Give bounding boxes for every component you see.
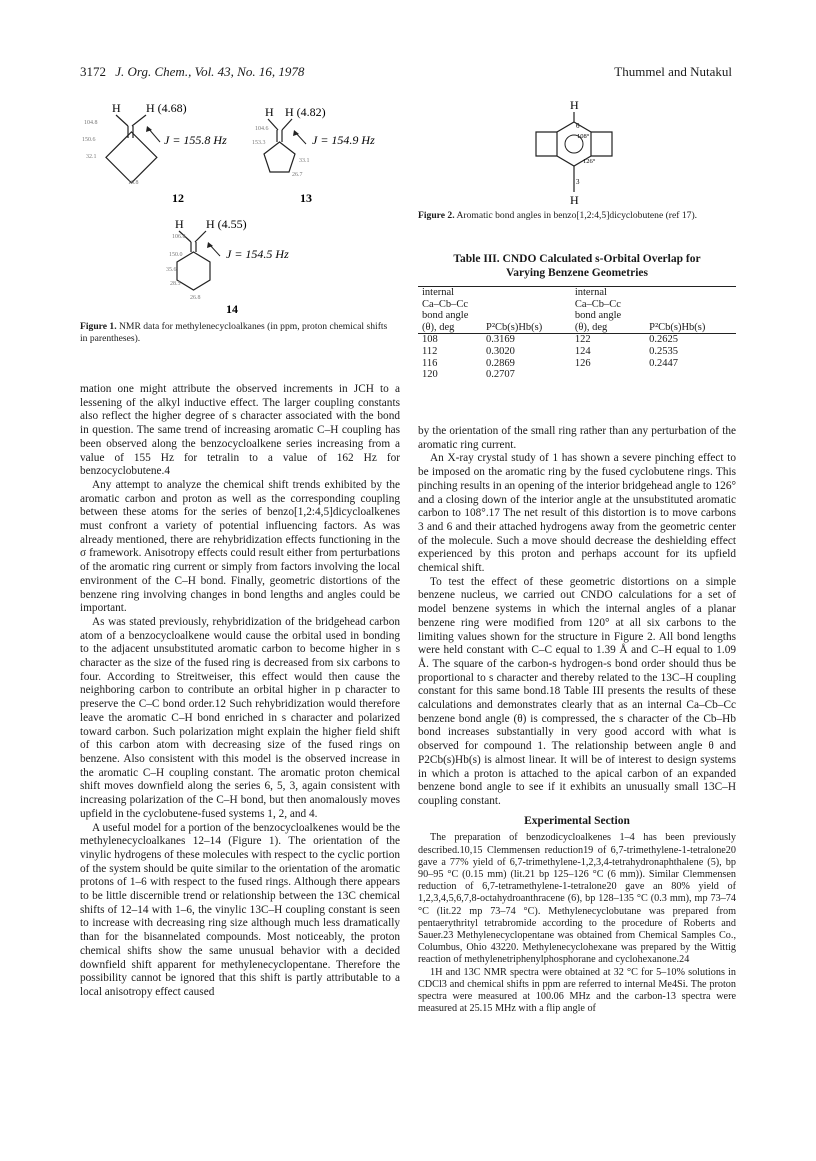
experimental-heading: Experimental Section [524,814,630,827]
paragraph: mation one might attribute the observed increments in JCH to a lessening of the alkyl inductive effect. The larger coupling constants also reflect the higher degree of s character associated with the bond in question. The same trend of increasing aromatic C–H coupling has been observed along the benzocycloalkene series increasing from a value of 155 Hz for tetralin to a value of 162 Hz for benzocyclobutene.4 [80,383,400,478]
table-row [418,369,736,381]
table3-title [418,253,736,280]
svg-text:150.0: 150.0 [169,252,183,258]
table-header-row [418,310,736,322]
table-cell: 0.2707 [486,369,515,381]
table-header-row [418,299,736,311]
svg-text:H: H [265,105,274,119]
table-cell: 0.2625 [649,334,679,346]
svg-text:H (4.82): H (4.82) [285,105,326,119]
journal-citation: J. Org. Chem., Vol. 43, No. 16, 1978 [115,64,305,79]
left-column-text [80,383,400,1000]
svg-text:12: 12 [172,191,184,205]
table-header-row [418,322,736,334]
figure2-caption [418,210,736,222]
figure2-label: Figure 2. [418,210,455,221]
molecule-13 [252,105,375,205]
table-cell [647,369,736,381]
running-header-authors: Thummel and Nutakul [614,64,732,79]
paragraph: To test the effect of these geometric distortions on a simple benzene nucleus, we carried out CNDO calculations for a set of model benzene systems in which the internal angles of a planar benzene ring were modified from 120° at all six carbons to the limiting values shown for the structure in Figure 2. All bond lengths were held constant with C–C equal to 1.39 Å and C–H equal to 1.09 Å. The square of the carbon-s hydrogen-s bond order should thus be proportional to s character and thereby related to the 13C–H coupling constant for this same bond.18 Table III presents the results of these calculations and demonstrates clearly that as an internal Ca–Cb–Cc benzene bond angle (θ) is compressed, the s character of the Cb–Hb bond increases substantially in very good accord with what is observed for compound 1. The relationship between angle θ and P2Cb(s)Hb(s) is almost linear. It will be of interest to design systems in which a proton is attached to the apical carbon of an expanded benzene bond angle to see if it exhibits an unusually small 13C–H coupling constant. [418,575,736,807]
figure2-caption-text: Aromatic bond angles in benzo[1,2:4,5]dicyclobutene (ref 17). [454,210,698,221]
svg-text:26.8: 26.8 [190,295,201,301]
svg-text:H: H [112,101,121,115]
svg-text:H: H [570,98,579,112]
paragraph: 1H and 13C NMR spectra were obtained at 32 °C for 5–10% solutions in CDCl3 and chemical shifts in ppm are referred to internal Me4Si. The proton spectra were measured at 100.06 MHz and the carbon-13 spectra were measured at 25.15 MHz with a flip angle of [418,966,736,1015]
paragraph: The preparation of benzodicycloalkenes 1–4 has been previously described.10,15 Clemmensen reduction19 of 6,7-trimethylene-1-tetralone20 gave a 77% yield of 6,7-trimethylene-1,2,3,4-tetrahydronaphthalene (5), bp 90–95 °C (0.15 mm) (lit.21 bp 125–126 °C (6 mm)). Similar Clemmensen reduction of 6,7-tetramethylene-1-tetralone20 gave an 80% yield of 1,2,3,4,5,6,7,8-octahydroanthracene (6), bp 128–135 °C (0.3 mm), mp 73–74 °C (lit.22 mp 73–74 °C). Methylenecyclobutane was prepared from pentaerythrityl tetrabromide according to the procedure of Roberts and Sauer.23 Methylenecyclopentane was obtained from Chemical Samples Co., Columbus, Ohio 43220. Methylenecyclohexane was prepared by the Wittig reaction of methylenetriphenylphosphorane and cyclohexanone.24 [418,832,736,966]
col-header-p2: P²Cb(s)Hb(s) [484,322,573,334]
paragraph: by the orientation of the small ring rather than any perturbation of the aromatic ring current. [418,425,736,451]
col-header-theta: (θ), deg [418,322,484,334]
col-header-p2: P²Cb(s)Hb(s) [647,322,736,334]
col-header-bond-angle: bond angle [422,310,469,322]
col-header-bond-angle: bond angle [574,310,622,322]
table-cell: 126 [574,357,591,369]
svg-text:153.3: 153.3 [252,140,266,146]
col-header-atoms: Ca–Cb–Cc [574,298,621,310]
col-header-atoms: Ca–Cb–Cc [422,298,469,310]
svg-text:14: 14 [226,302,238,316]
col-header-theta: (θ), deg [573,322,647,334]
table3 [418,286,736,381]
svg-text:3: 3 [576,178,580,186]
paragraph: As was stated previously, rehybridization of the bridgehead carbon atom of a benzocycloalkene would cause the orbital used in bonding to the adjacent unsubstituted aromatic carbon to become higher in s character as the size of the fused ring is decreased from six carbons to four. According to Streitweiser, this effect would then cause the neighboring carbon to contribute an orbital higher in p character to preserve the C–C bond order.12 Such rehybridization would therefore leave the aromatic C–H bond enriched in s character and polarized toward carbon. Such polarization might explain the higher field shift of this carbon atom with decreasing size of the fused rings on benzene. Also consistent with this model is the observed increase in the aromatic C–H coupling constant. The aromatic proton chemical shift moves downfield along the series 6, 5, 3, again consistent with increasing polarization of the C–H bond, but then anomalously moves upfield in the cyclobutene-fused systems 1, 2, and 4. [80,615,400,820]
table3-title-line1: Table III. CNDO Calculated s-Orbital Overlap for [453,253,701,265]
molecule-14 [166,217,289,316]
table-cell [573,369,647,381]
molecule-12 [82,101,227,205]
table-cell: 112 [422,345,438,357]
svg-text:150.6: 150.6 [82,137,96,143]
table-cell: 124 [574,345,591,357]
table-cell: 108 [422,334,438,346]
paragraph: An X-ray crystal study of 1 has shown a severe pinching effect to be imposed on the aromatic ring by the fused cyclobutene rings. This pinching results in an opening of the interior bridgehead angle to 126° and a closing down of the interior angle at the unsubstituted aromatic carbon to 108°.17 The net result of this distortion is to move carbons 3 and 6 and their attached hydrogens away from the geometric center of the molecule. Such a move should decrease the deshielding effect experienced by this proton and perhaps account for its upfield chemical shift. [418,452,736,575]
svg-text:J = 154.9 Hz: J = 154.9 Hz [312,133,375,147]
table-cell: 116 [422,357,438,369]
svg-text:J = 154.5 Hz: J = 154.5 Hz [226,247,289,261]
figure1-caption [80,321,396,344]
paragraph: A useful model for a portion of the benzocycloalkenes would be the methylenecycloalkanes 12–14 (Figure 1). The orientation of the vinylic hydrogens of these molecules with respect to the cyclic portion of the system should be quite similar to the orientation of the aromatic protons of 1–6 with respect to the fused rings. Although there appears to be little discernible trend or relationship between the 13C chemical shifts of 12–14 with 1–6, the vinylic 13C–H coupling constant is seen to increase with decreasing ring size although much less dramatically than for the bisannelated compounds. Most noticeably, the proton chemical shifts show the same unusual behavior with a decided downfield shift apparent for methylenecyclopentane. Therefore the possibility cannot be ignored that this shift is partly attributable to a local anisotropy effect caused [80,821,400,998]
svg-text:106.8: 106.8 [172,234,186,240]
svg-text:26.7: 26.7 [292,172,303,178]
table-cell: 0.3020 [486,345,515,357]
running-header-left [80,64,304,80]
table-row [418,358,736,370]
table-cell: 0.2535 [649,345,679,357]
table3-title-line2: Varying Benzene Geometries [505,266,648,279]
svg-text:6: 6 [576,122,580,130]
right-column-text [418,425,736,1015]
table-cell: 0.3169 [486,334,515,346]
svg-text:32.1: 32.1 [86,154,97,160]
table-cell: 122 [574,334,591,346]
table-cell: 0.2447 [649,357,679,369]
svg-text:16.8: 16.8 [128,180,139,186]
figure1-caption-text: NMR data for methylenecycloalkanes (in ppm, proton chemical shifts in parentheses). [80,321,388,344]
svg-text:104.6: 104.6 [255,126,269,132]
figure2-structure [530,96,630,208]
svg-text:H (4.55): H (4.55) [206,217,247,231]
svg-text:126°: 126° [583,158,596,165]
table-row [418,346,736,358]
svg-text:35.6: 35.6 [166,267,177,273]
figure1-label: Figure 1. [80,321,117,332]
page-number: 3172 [80,64,106,79]
table-cell: 120 [422,369,438,381]
table-row [418,334,736,346]
svg-text:108°: 108° [577,133,590,140]
table-header-row [418,287,736,299]
svg-text:104.8: 104.8 [84,120,98,126]
svg-text:28.5: 28.5 [170,281,181,287]
experimental-text [418,832,736,1015]
table-cell: 0.2869 [486,357,515,369]
svg-text:H (4.68): H (4.68) [146,101,187,115]
figure1-structures [80,96,400,318]
svg-text:H: H [175,217,184,231]
svg-text:33.1: 33.1 [299,158,310,164]
col-header-internal: internal [418,287,484,299]
svg-text:H: H [570,193,579,207]
col-header-internal: internal [573,287,647,299]
svg-text:J = 155.8 Hz: J = 155.8 Hz [164,133,227,147]
paragraph: Any attempt to analyze the chemical shift trends exhibited by the aromatic carbon and proton as well as the corresponding coupling between these atoms for the series of benzo[1,2:4,5]dicycloalkenes must confront a variety of potential influencing factors. As was already mentioned, there are rehybridization effects functioning in the σ framework. Anisotropy effects could result either from perturbations of the aromatic ring current or simply from factors involving the local environment of the C–H bond. Finally, geometric distortions of the benzene ring involving changes in bond lengths and angles could be important. [80,478,400,615]
svg-text:13: 13 [300,191,312,205]
